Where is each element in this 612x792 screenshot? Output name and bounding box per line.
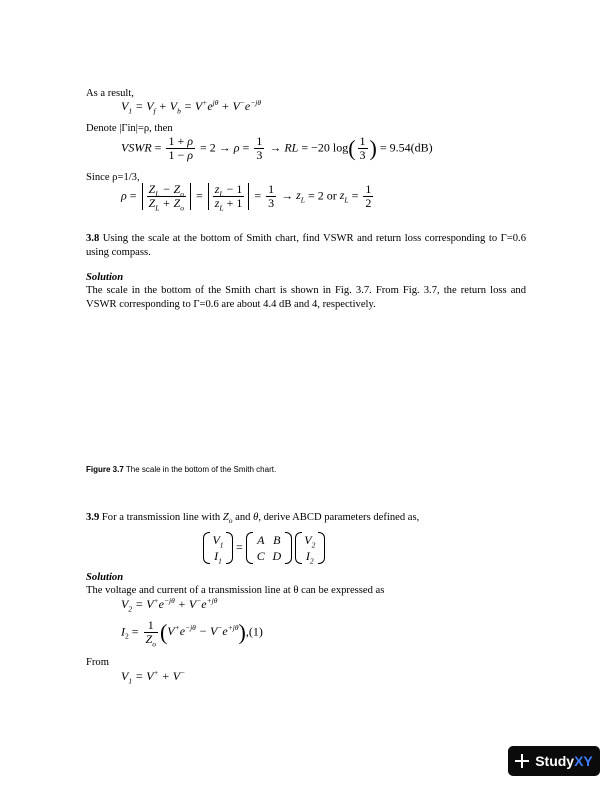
question-3-9: 3.9 For a transmission line with $Z_o$ and θ, derive ABCD parameters defined as, [86,512,420,526]
equation-number: ,(1) [245,624,263,639]
v1-equation: $V_1 = V_f + V_b = V^+e^{j\theta} + V^-e^{-j\theta}$ [121,98,262,116]
i2-equation: $I_2$ = $\frac{1}{Z_o}$ $(V^+e^{-j\theta} - V^-e^{+j\theta}),(1)$ [121,618,263,649]
v2-equation: $V_2 = V^+e^{-j\theta} + V^-e^{+j\theta}$ [121,596,218,614]
abcd-matrix-equation: $V_1$ $I_1$ = A B C D $V_2$ $I_2$ [203,532,325,564]
solution-heading-3-9: Solution [86,572,124,583]
figure-3-7-caption: Figure 3.7 The scale in the bottom of the Smith chart. [86,465,277,474]
from-text: From [86,657,109,668]
v1-sum-equation: $V_1 = V^+ + V^-$ [121,668,186,686]
solution-text-3-9: The voltage and current of a transmission line at θ can be expressed as [86,585,385,596]
denote-text: Denote |Γin|=ρ, then [86,123,173,134]
rl-value: 9.54(dB) [389,140,433,155]
brand-label: StudyXY [535,753,593,769]
plus-icon [515,754,529,768]
solution-heading-3-8: Solution [86,272,124,283]
as-a-result-text: As a result, [86,88,134,99]
since-text: Since ρ=1/3, [86,172,140,183]
rho-equation: ρ = $\frac{Z_L - Z_o}{Z_L + Z_o}$ = $\frac{z_L - 1}{z_L + 1}$ = $\frac{1}{3}$ → $z_L = 2$ or $z_L$ = $\frac{1}{2}$ [121,182,372,213]
question-3-8: 3.8 Using the scale at the bottom of Smith chart, find VSWR and return loss corresponding to Γ=0.6 using compass. [86,233,526,258]
vswr-equation: VSWR = $\frac{1 + \rho}{1 - \rho}$ = 2 → ρ = $\frac{1}{3}$ → RL = −20 log( $\frac{1}{3}$ ) = 9.54(dB) [121,134,433,162]
studyxy-badge[interactable] [508,746,600,776]
solution-text-3-8: The scale in the bottom of the Smith chart is shown in Fig. 3.7. From Fig. 3.7, the return loss and VSWR corresponding to Γ=0.6 are about 4.4 dB and 4, respectively. [86,285,526,310]
